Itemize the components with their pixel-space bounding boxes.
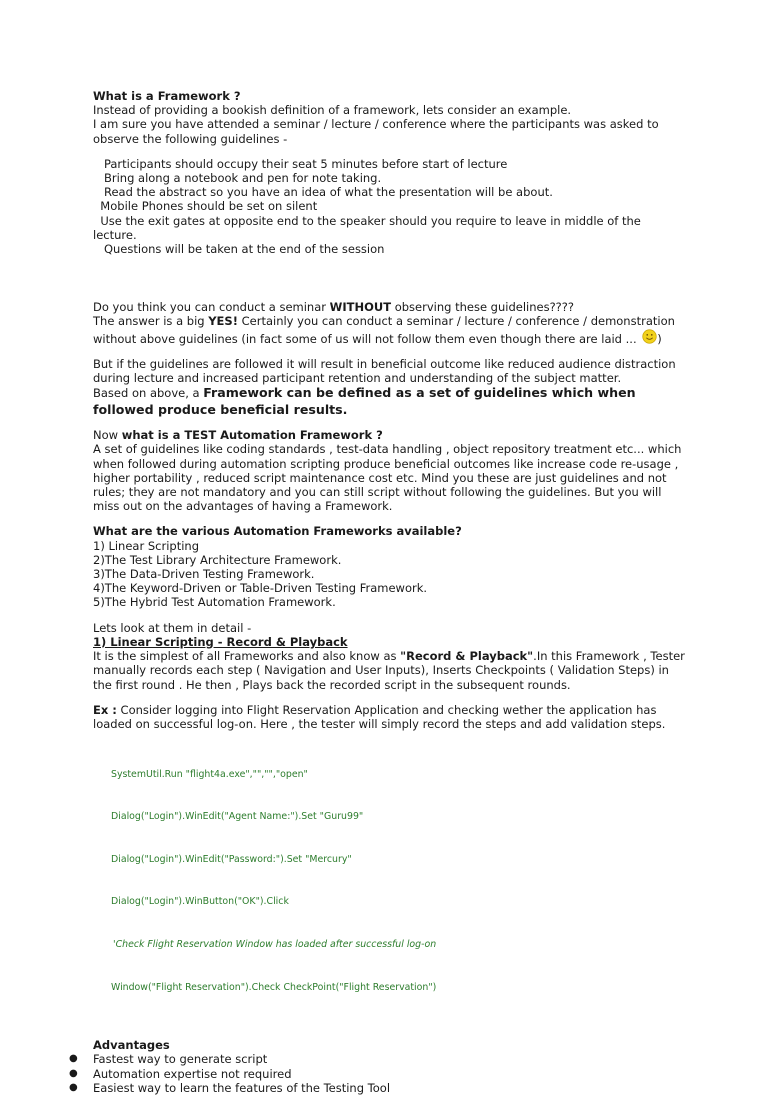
code-comment: 'Check Flight Reservation Window has loaded after successful log-on [113, 938, 437, 950]
test-automation-heading: Now what is a TEST Automation Framework ? [93, 428, 383, 443]
code-line: SystemUtil.Run "flight4a.exe","","","open" [111, 768, 308, 780]
guideline-item: Read the abstract so you have an idea of what the presentation will be about. [93, 185, 553, 200]
framework-item: 2)The Test Library Architecture Framework. [93, 552, 342, 567]
frameworks-list [93, 539, 685, 610]
framework-item: 3)The Data-Driven Testing Framework. [93, 567, 315, 582]
framework-definition: Based on above, a Framework can be defined as a set of guidelines which when followed produce beneficial results. [93, 385, 636, 417]
test-automation-definition: A set of guidelines like coding standards , test-data handling , object repository treatment etc... which when followed during automation scripting produce beneficial outcomes like increase code re-usage , higher portability , reduced script maintenance cost etc. Mind you these are just guidelines and not rules; they are not mandatory and you can still script without following the guidelines. But you will miss out on the advantages of having a Framework. [93, 442, 682, 514]
guideline-item: Use the exit gates at opposite end to the speaker should you require to leave in middle of the lecture. [93, 213, 645, 242]
linear-scripting-heading: 1) Linear Scripting - Record & Playback [93, 634, 348, 649]
bullet-dot-icon: ● [69, 1053, 78, 1065]
detail-intro: Lets look at them in detail - [93, 620, 252, 635]
bullet-dot-icon: ● [69, 1081, 78, 1093]
code-line: Dialog("Login").WinButton("OK").Click [111, 896, 289, 908]
intro-line-1: Instead of providing a bookish definition of a framework, lets consider an example. [93, 103, 572, 118]
code-block [111, 739, 685, 1023]
benefit-paragraph: But if the guidelines are followed it will result in beneficial outcome like reduced audience distraction during lecture and increased participant retention and understanding of the subject matter. [93, 356, 676, 386]
smiley-face-icon [642, 329, 657, 344]
code-line: Dialog("Login").WinEdit("Password:").Set "Mercury" [111, 853, 352, 865]
bullet-dot-icon: ● [69, 1067, 78, 1079]
answer-paragraph: The answer is a big YES! Certainly you can conduct a seminar / lecture / conference / demonstration without above guidelines (in fact some of us will not follow them even though there are laid ... ) [93, 314, 675, 346]
advantage-item: ● Easiest way to learn the features of the Testing Tool [69, 1080, 391, 1095]
code-line: Window("Flight Reservation").Check CheckPoint("Flight Reservation") [111, 981, 437, 993]
linear-scripting-description: It is the simplest of all Frameworks and also know as "Record & Playback".In this Framework , Tester manually records each step ( Navigation and User Inputs), Inserts Checkpoints ( Validation Steps) in the first round . He then , Plays back the recorded script in the subsequent rounds. [93, 649, 685, 692]
advantage-item: ● Automation expertise not required [69, 1066, 292, 1081]
heading-what-is-framework: What is a Framework ? [93, 89, 241, 103]
guideline-item: Questions will be taken at the end of the session [93, 242, 385, 257]
example-paragraph: Ex : Consider logging into Flight Reservation Application and checking wether the application has loaded on successful log-on. Here , the tester will simply record the steps and add validation steps. [93, 702, 666, 731]
framework-item: 4)The Keyword-Driven or Table-Driven Testing Framework. [93, 581, 428, 596]
guidelines-list [93, 157, 685, 256]
code-line: Dialog("Login").WinEdit("Agent Name:").Set "Guru99" [111, 811, 364, 823]
various-frameworks-heading: What are the various Automation Frameworks available? [93, 524, 462, 539]
document-page [69, 89, 685, 1095]
intro-line-2: I am sure you have attended a seminar / lecture / conference where the participants was asked to observe the following guidelines - [93, 117, 659, 146]
guideline-item: Bring along a notebook and pen for note taking. [93, 171, 382, 186]
advantages-heading: Advantages [93, 1038, 170, 1053]
guideline-item: Participants should occupy their seat 5 minutes before start of lecture [93, 156, 508, 171]
advantages-list [69, 1052, 685, 1095]
guideline-item: Mobile Phones should be set on silent [93, 199, 318, 214]
advantage-item: ● Fastest way to generate script [69, 1052, 268, 1067]
framework-item: 5)The Hybrid Test Automation Framework. [93, 595, 336, 610]
framework-item: 1) Linear Scripting [93, 538, 199, 553]
question-paragraph: Do you think you can conduct a seminar WITHOUT observing these guidelines???? [93, 300, 574, 315]
